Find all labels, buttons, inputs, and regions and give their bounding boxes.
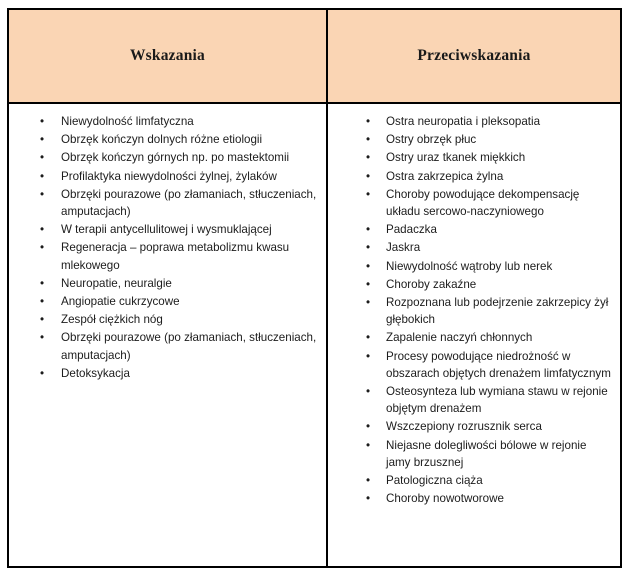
list-item: • Detoksykacja xyxy=(9,365,318,382)
list-item: • Choroby nowotworowe xyxy=(328,490,612,507)
list-item: • Obrzęk kończyn dolnych różne etiologii xyxy=(9,131,318,148)
list-item: • W terapii antycellulitowej i wysmuklającej xyxy=(9,221,318,238)
list-item: • Profilaktyka niewydolności żylnej, żylaków xyxy=(9,168,318,185)
list-item: • Niejasne dolegliwości bólowe w rejonie jamy brzusznej xyxy=(328,437,612,471)
list-item: • Padaczka xyxy=(328,221,612,238)
list-item: • Ostry uraz tkanek miękkich xyxy=(328,149,612,166)
wskazania-list xyxy=(9,104,326,382)
list-item: • Ostra neuropatia i pleksopatia xyxy=(328,113,612,130)
table-header xyxy=(9,10,620,103)
list-item: • Patologiczna ciąża xyxy=(328,472,612,489)
table-body xyxy=(9,103,620,566)
list-item: • Choroby powodujące dekompensację układu sercowo-naczyniowego xyxy=(328,186,612,220)
list-item: • Jaskra xyxy=(328,239,612,256)
cell-przeciwskazania xyxy=(327,103,620,566)
list-item: • Osteosynteza lub wymiana stawu w rejonie objętym drenażem xyxy=(328,383,612,417)
table-header-row xyxy=(9,10,620,103)
list-item: • Niewydolność limfatyczna xyxy=(9,113,318,130)
list-item: • Regeneracja – poprawa metabolizmu kwasu mlekowego xyxy=(9,239,318,273)
list-item: • Niewydolność wątroby lub nerek xyxy=(328,258,612,275)
list-item: • Angiopatie cukrzycowe xyxy=(9,293,318,310)
list-item: • Neuropatie, neuralgie xyxy=(9,275,318,292)
list-item: • Ostry obrzęk płuc xyxy=(328,131,612,148)
list-item: • Zespół ciężkich nóg xyxy=(9,311,318,328)
przeciwskazania-list xyxy=(328,104,620,507)
list-item: • Ostra zakrzepica żylna xyxy=(328,168,612,185)
list-item: • Obrzęk kończyn górnych np. po mastektomii xyxy=(9,149,318,166)
table-content-row xyxy=(9,103,620,566)
list-item: • Zapalenie naczyń chłonnych xyxy=(328,329,612,346)
column-header-przeciwskazania: Przeciwskazania xyxy=(327,10,620,103)
list-item: • Choroby zakaźne xyxy=(328,276,612,293)
comparison-table xyxy=(9,10,620,566)
list-item: • Rozpoznana lub podejrzenie zakrzepicy żył głębokich xyxy=(328,294,612,328)
list-item: • Procesy powodujące niedrożność w obszarach objętych drenażem limfatycznym xyxy=(328,348,612,382)
cell-wskazania xyxy=(9,103,327,566)
list-item: • Obrzęki pourazowe (po złamaniach, stłuczeniach, amputacjach) xyxy=(9,329,318,363)
list-item: • Wszczepiony rozrusznik serca xyxy=(328,418,612,435)
list-item: • Obrzęki pourazowe (po złamaniach, stłuczeniach, amputacjach) xyxy=(9,186,318,220)
column-header-wskazania: Wskazania xyxy=(9,10,327,103)
comparison-table-container xyxy=(7,8,622,568)
